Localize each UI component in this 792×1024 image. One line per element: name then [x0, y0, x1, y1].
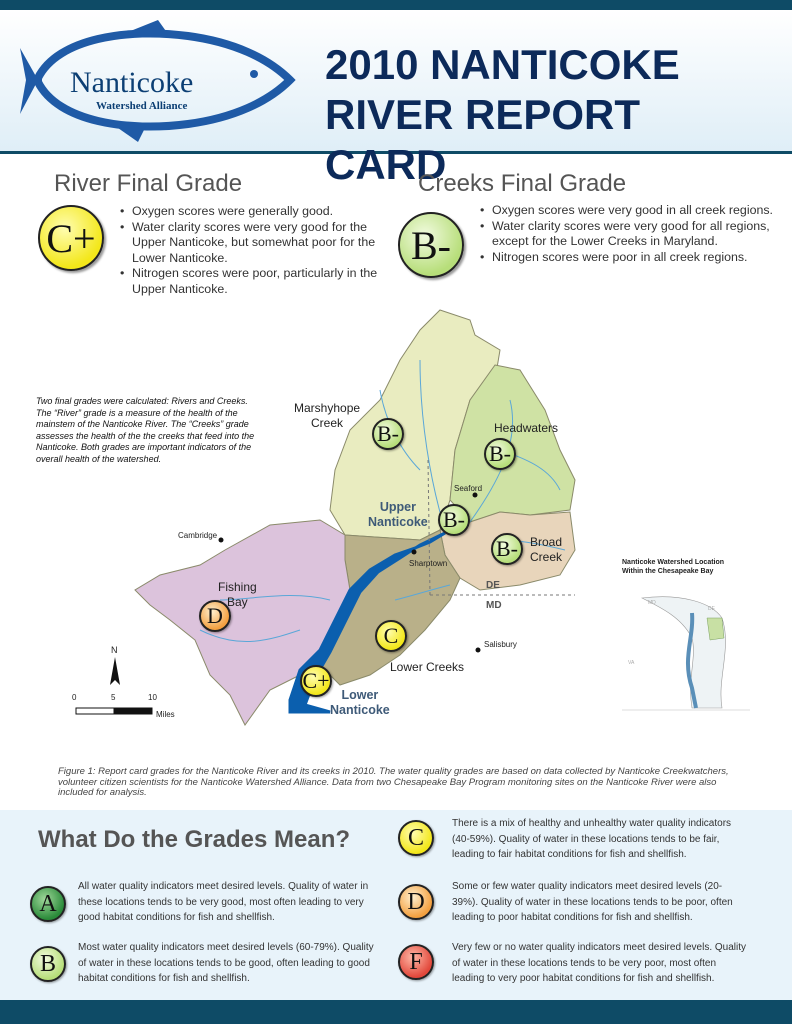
top-bar: [0, 0, 792, 10]
river-bullet: • Nitrogen scores were poor, particularly in the Upper Nanticoke.: [132, 266, 382, 297]
inset-title: Nanticoke Watershed Location Within the Chesapeake Bay: [622, 559, 725, 575]
lower-nanticoke-grade-badge: C+: [300, 665, 332, 697]
marshyhope-label: Marshyhope Creek: [294, 401, 361, 430]
title-line-1: 2010 NANTICOKE: [325, 41, 680, 88]
grade-d-text: Some or few water quality indicators meet desired levels (20-39%). Quality of water in these locations tends to be poor, often leading to poor habitat conditions for fish and shellfish.: [452, 881, 733, 923]
upper-nanticoke-grade-badge: B-: [438, 504, 470, 536]
scale-tick-10: 10: [148, 693, 157, 702]
river-bullets: [118, 204, 382, 297]
marshyhope-grade-badge: B-: [372, 418, 404, 450]
intro-note: Two final grades were calculated: Rivers and Creeks. The “River” grade is a measure of the health of the mainstem of the Nanticoke River. The “Creeks” grade assesses the health of the the creeks that feed into the Nanticoke. Both grades are important indicators of the overall health of the watershed.: [36, 396, 255, 464]
creeks-grade-heading: Creeks Final Grade: [418, 170, 627, 197]
creeks-bullets: [478, 203, 782, 265]
broad-creek-grade-badge: B-: [491, 533, 523, 565]
river-bullet: • Oxygen scores were generally good.: [132, 204, 382, 220]
bottom-bar: [0, 1000, 792, 1024]
north-label: N: [111, 645, 118, 655]
grade-c-badge: C: [398, 820, 434, 856]
city-cambridge: Cambridge: [178, 531, 218, 540]
creeks-bullet: • Nitrogen scores were poor in all creek regions.: [492, 250, 782, 266]
river-bullet: • Water clarity scores were very good for the Upper Nanticoke, but somewhat poor for the Lower Nanticoke.: [132, 220, 382, 267]
inset-state-md: MD: [648, 600, 656, 606]
state-label-de: DE: [486, 580, 500, 591]
scale-unit: Miles: [156, 710, 175, 719]
creeks-bullet: • Oxygen scores were very good in all creek regions.: [492, 203, 782, 219]
figure-caption: Figure 1: Report card grades for the Nanticoke River and its creeks in 2010. The water quality grades are based on data collected by Nanticoke Creekwatchers, volunteer citizen scientists for the Nanticoke Watershed Alliance. Data from two Chesapeake Bay Program monitoring sites on the Nanticoke River were also included for analysis.: [58, 766, 729, 798]
chesapeake-inset-map: [622, 558, 750, 716]
grade-d-badge: D: [398, 884, 434, 920]
state-label-md: MD: [486, 600, 502, 611]
grade-f-text: Very few or no water quality indicators meet desired levels. Quality of water in these locations tends to be very poor, most often leading to very poor habitat conditions for fish and shellfish.: [452, 942, 747, 984]
inset-state-de: DE: [708, 606, 715, 612]
scale-tick-5: 5: [111, 693, 116, 702]
river-grade-heading: River Final Grade: [54, 170, 243, 197]
lower-creeks-label: Lower Creeks: [390, 660, 465, 674]
headwaters-label: Headwaters: [494, 421, 559, 435]
grade-f-badge: F: [398, 944, 434, 980]
city-salisbury: Salisbury: [484, 640, 517, 649]
grade-b-badge: B: [30, 946, 66, 982]
north-arrow-icon: [110, 657, 120, 685]
grade-a-text: All water quality indicators meet desired levels. Quality of water in these locations tends to be very good, most often leading to very good habitat conditions for fish and shellfish.: [78, 881, 369, 923]
headwaters-grade-badge: B-: [484, 438, 516, 470]
lower-creeks-grade-badge: C: [375, 620, 407, 652]
city-seaford: Seaford: [454, 484, 483, 493]
lower-nanticoke-label: Lower Nanticoke: [330, 688, 390, 717]
inset-state-va: VA: [628, 660, 635, 666]
scale-tick-0: 0: [72, 693, 77, 702]
upper-nanticoke-label: Upper Nanticoke: [368, 500, 428, 529]
grade-c-text: There is a mix of healthy and unhealthy water quality indicators (40-59%). Quality of water in these locations tends to be fair, leading to fair habitat conditions for fish and shellfish.: [452, 818, 732, 860]
river-grade-badge: C+: [38, 205, 104, 271]
logo-wordmark: Nanticoke: [70, 66, 194, 99]
grade-a-badge: A: [30, 886, 66, 922]
broad-creek-label: Broad Creek: [530, 535, 563, 564]
city-sharptown: Sharptown: [409, 559, 448, 568]
grades-heading: What Do the Grades Mean?: [38, 826, 351, 853]
creeks-grade-badge: B-: [398, 212, 464, 278]
creeks-bullet: • Water clarity scores were very good for all regions, except for the Lower Creeks in Maryland.: [492, 219, 782, 250]
page-title: [325, 40, 765, 190]
fishing-bay-grade-badge: D: [199, 600, 231, 632]
title-line-2: RIVER REPORT CARD: [325, 91, 641, 188]
fishing-bay-label: Fishing Bay: [218, 580, 257, 609]
logo-subtitle: Watershed Alliance: [96, 100, 188, 112]
grade-b-text: Most water quality indicators meet desired levels (60-79%). Quality of water in these locations tends to be good, often leading to good habitat conditions for fish and shellfish.: [78, 942, 374, 984]
